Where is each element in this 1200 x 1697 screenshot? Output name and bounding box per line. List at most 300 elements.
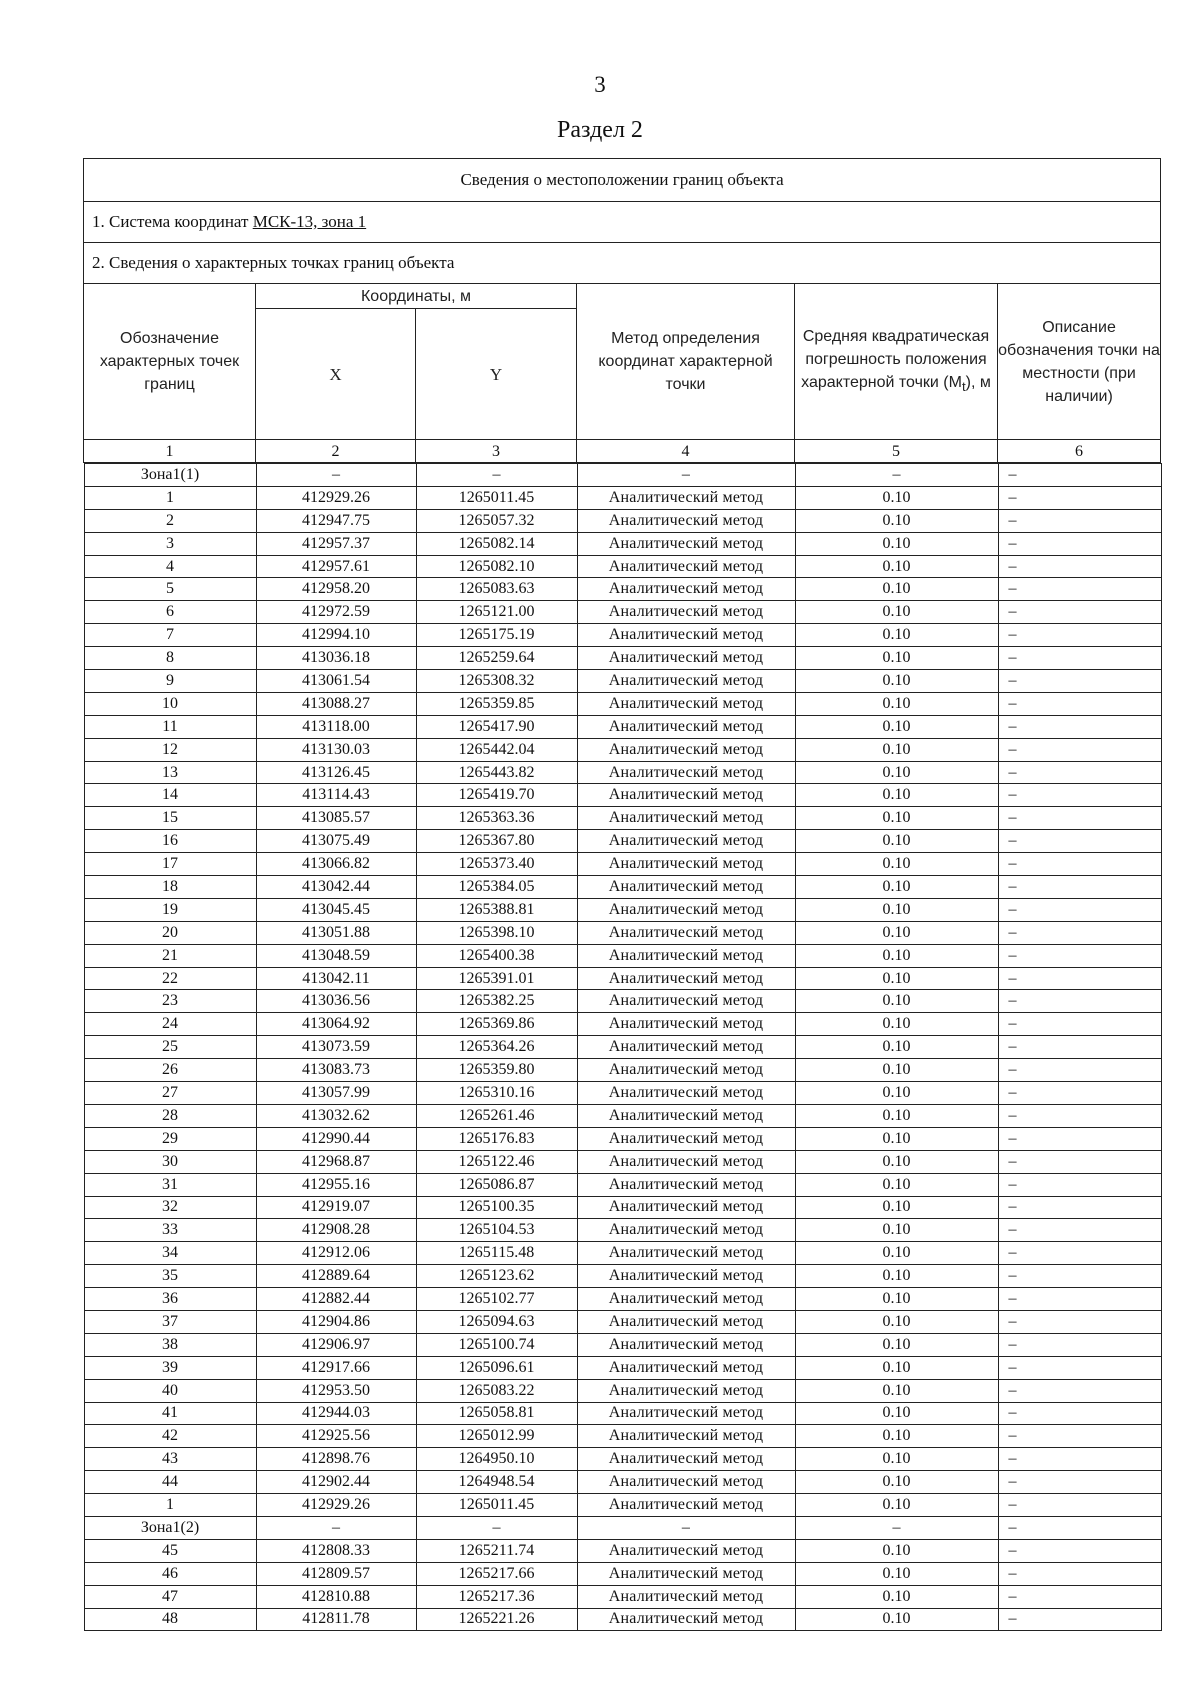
cell-x: 413064.92: [256, 1013, 416, 1036]
cell-desc: –: [998, 1219, 1161, 1242]
cell-error: 0.10: [795, 1402, 998, 1425]
cell-x: 413045.45: [256, 898, 416, 921]
cell-x: 413032.62: [256, 1104, 416, 1127]
cell-error: 0.10: [795, 1127, 998, 1150]
table-row: [84, 555, 1161, 578]
table-row: [84, 1082, 1161, 1105]
cell-method: Аналитический метод: [577, 1059, 795, 1082]
cell-method: Аналитический метод: [577, 898, 795, 921]
cell-x: 413073.59: [256, 1036, 416, 1059]
cell-y: 1265308.32: [416, 670, 577, 693]
cell-y: 1265057.32: [416, 509, 577, 532]
cell-x: 412809.57: [256, 1562, 416, 1585]
table-row: [84, 486, 1161, 509]
cell-error: 0.10: [795, 1425, 998, 1448]
cell-desc: –: [998, 761, 1161, 784]
table-row: [84, 1288, 1161, 1311]
cell-method: Аналитический метод: [577, 1013, 795, 1036]
cell-method: Аналитический метод: [577, 692, 795, 715]
table-row: [84, 670, 1161, 693]
cell-x: 412958.20: [256, 578, 416, 601]
cell-method: –: [577, 1516, 795, 1539]
cell-desc: –: [998, 1196, 1161, 1219]
cell-method: –: [577, 464, 795, 487]
cell-y: 1265417.90: [416, 715, 577, 738]
cell-method: Аналитический метод: [577, 532, 795, 555]
cell-y: 1265094.63: [416, 1310, 577, 1333]
table-row: [84, 738, 1161, 761]
cell-desc: –: [998, 898, 1161, 921]
cell-desc: –: [998, 555, 1161, 578]
cell-y: 1265011.45: [416, 1494, 577, 1517]
cell-x: 413061.54: [256, 670, 416, 693]
table-row: [84, 715, 1161, 738]
cell-point: 13: [84, 761, 256, 784]
cell-error: 0.10: [795, 624, 998, 647]
cell-point: 31: [84, 1173, 256, 1196]
cell-desc: –: [998, 647, 1161, 670]
col-header-description: Описание обозначения точки на местности (при наличии): [998, 284, 1161, 440]
cell-error: 0.10: [795, 486, 998, 509]
cell-point: Зона1(1): [84, 464, 256, 487]
cell-y: 1265367.80: [416, 830, 577, 853]
cell-method: Аналитический метод: [577, 1356, 795, 1379]
cell-method: Аналитический метод: [577, 1219, 795, 1242]
cell-error: 0.10: [795, 1059, 998, 1082]
cell-error: 0.10: [795, 1265, 998, 1288]
table-row: [84, 532, 1161, 555]
cell-error: 0.10: [795, 670, 998, 693]
cell-desc: –: [998, 1425, 1161, 1448]
cell-desc: –: [998, 921, 1161, 944]
cell-desc: –: [998, 1242, 1161, 1265]
cell-desc: –: [998, 1173, 1161, 1196]
cell-x: 413126.45: [256, 761, 416, 784]
cell-point: 12: [84, 738, 256, 761]
table-row: [84, 1196, 1161, 1219]
table-row: [84, 1150, 1161, 1173]
cell-desc: –: [998, 944, 1161, 967]
cell-y: 1265123.62: [416, 1265, 577, 1288]
cell-error: 0.10: [795, 1494, 998, 1517]
cell-desc: –: [998, 1356, 1161, 1379]
cell-y: 1264950.10: [416, 1448, 577, 1471]
cell-x: 412957.61: [256, 555, 416, 578]
cell-x: 413118.00: [256, 715, 416, 738]
table-row: [84, 967, 1161, 990]
cell-error: 0.10: [795, 830, 998, 853]
cell-point: 10: [84, 692, 256, 715]
cell-desc: –: [998, 1288, 1161, 1311]
cell-y: 1265373.40: [416, 853, 577, 876]
cell-point: 27: [84, 1082, 256, 1105]
cell-error: 0.10: [795, 715, 998, 738]
cell-y: 1265100.35: [416, 1196, 577, 1219]
cell-point: 11: [84, 715, 256, 738]
cell-error: 0.10: [795, 647, 998, 670]
table-row: [84, 1127, 1161, 1150]
table-row: [84, 1265, 1161, 1288]
table-row: [84, 1379, 1161, 1402]
cell-desc: –: [998, 1013, 1161, 1036]
cell-point: 2: [84, 509, 256, 532]
cell-x: 412904.86: [256, 1310, 416, 1333]
table-row: [84, 898, 1161, 921]
cell-y: 1265176.83: [416, 1127, 577, 1150]
table-row: [84, 784, 1161, 807]
cell-error: 0.10: [795, 1562, 998, 1585]
cell-desc: –: [998, 1127, 1161, 1150]
cell-point: 1: [84, 1494, 256, 1517]
cell-point: 8: [84, 647, 256, 670]
cell-x: 412990.44: [256, 1127, 416, 1150]
cell-y: –: [416, 1516, 577, 1539]
cell-y: 1265443.82: [416, 761, 577, 784]
cell-desc: –: [998, 738, 1161, 761]
cell-point: 20: [84, 921, 256, 944]
cell-method: Аналитический метод: [577, 1425, 795, 1448]
cell-method: Аналитический метод: [577, 1036, 795, 1059]
cell-error: 0.10: [795, 1173, 998, 1196]
cell-method: Аналитический метод: [577, 1173, 795, 1196]
points-heading: 2. Сведения о характерных точках границ объекта: [84, 243, 1161, 284]
cell-method: Аналитический метод: [577, 944, 795, 967]
cell-method: Аналитический метод: [577, 1196, 795, 1219]
table-row: [84, 1104, 1161, 1127]
cell-desc: –: [998, 807, 1161, 830]
cell-point: Зона1(2): [84, 1516, 256, 1539]
table-row: [84, 1448, 1161, 1471]
cell-x: –: [256, 464, 416, 487]
cell-x: 413114.43: [256, 784, 416, 807]
cell-error: 0.10: [795, 1036, 998, 1059]
cell-point: 7: [84, 624, 256, 647]
cell-point: 25: [84, 1036, 256, 1059]
cell-point: 24: [84, 1013, 256, 1036]
cell-point: 42: [84, 1425, 256, 1448]
table-row: [84, 830, 1161, 853]
table-row: [84, 1471, 1161, 1494]
cell-y: 1265086.87: [416, 1173, 577, 1196]
cell-method: Аналитический метод: [577, 1402, 795, 1425]
error-sub: t: [961, 379, 966, 395]
cell-desc: –: [998, 464, 1161, 487]
cell-point: 45: [84, 1539, 256, 1562]
cell-desc: –: [998, 509, 1161, 532]
cell-y: 1265217.66: [416, 1562, 577, 1585]
cell-error: 0.10: [795, 1356, 998, 1379]
cell-y: 1265384.05: [416, 876, 577, 899]
table-row: [84, 624, 1161, 647]
coord-system-value: МСК-13, зона 1: [252, 212, 367, 231]
cell-x: 413083.73: [256, 1059, 416, 1082]
cell-desc: –: [998, 1402, 1161, 1425]
cell-error: 0.10: [795, 1608, 998, 1631]
cell-desc: –: [998, 830, 1161, 853]
cell-method: Аналитический метод: [577, 555, 795, 578]
cell-error: 0.10: [795, 853, 998, 876]
cell-y: 1265083.22: [416, 1379, 577, 1402]
cell-method: Аналитический метод: [577, 1127, 795, 1150]
cell-x: 412808.33: [256, 1539, 416, 1562]
error-prefix: Средняя квадратическая погрешность положения характерной точки (M: [801, 327, 990, 391]
table-row: [84, 1013, 1161, 1036]
cell-method: Аналитический метод: [577, 1379, 795, 1402]
cell-desc: –: [998, 601, 1161, 624]
table-row: [84, 1219, 1161, 1242]
cell-method: Аналитический метод: [577, 967, 795, 990]
cell-x: 412925.56: [256, 1425, 416, 1448]
table-row: [84, 1585, 1161, 1608]
cell-desc: –: [998, 876, 1161, 899]
col-header-coordinates: Координаты, м: [256, 284, 577, 309]
cell-y: 1264948.54: [416, 1471, 577, 1494]
table-row: [84, 578, 1161, 601]
section-title: Раздел 2: [557, 117, 643, 143]
cell-point: 23: [84, 990, 256, 1013]
table-row: [84, 1539, 1161, 1562]
col-number-6: 6: [998, 440, 1161, 463]
cell-point: 29: [84, 1127, 256, 1150]
table-row: [84, 601, 1161, 624]
cell-method: Аналитический метод: [577, 1242, 795, 1265]
cell-x: 413085.57: [256, 807, 416, 830]
cell-error: 0.10: [795, 807, 998, 830]
table-row: [84, 509, 1161, 532]
col-number-3: 3: [416, 440, 577, 463]
cell-point: 30: [84, 1150, 256, 1173]
cell-error: 0.10: [795, 761, 998, 784]
cell-desc: –: [998, 1539, 1161, 1562]
cell-desc: –: [998, 1150, 1161, 1173]
cell-y: –: [416, 464, 577, 487]
cell-x: 412929.26: [256, 486, 416, 509]
cell-desc: –: [998, 1082, 1161, 1105]
cell-error: 0.10: [795, 601, 998, 624]
cell-method: Аналитический метод: [577, 670, 795, 693]
col-header-error: [795, 284, 998, 440]
table-row: [84, 1425, 1161, 1448]
cell-method: Аналитический метод: [577, 807, 795, 830]
cell-x: 412811.78: [256, 1608, 416, 1631]
cell-desc: –: [998, 486, 1161, 509]
cell-point: 16: [84, 830, 256, 853]
cell-method: Аналитический метод: [577, 1562, 795, 1585]
cell-y: 1265083.63: [416, 578, 577, 601]
cell-x: 413042.44: [256, 876, 416, 899]
cell-desc: –: [998, 784, 1161, 807]
col-number-2: 2: [256, 440, 416, 463]
cell-y: 1265419.70: [416, 784, 577, 807]
cell-x: 412953.50: [256, 1379, 416, 1402]
table-row: [84, 807, 1161, 830]
table-row: [84, 1494, 1161, 1517]
cell-method: Аналитический метод: [577, 1539, 795, 1562]
cell-method: Аналитический метод: [577, 1448, 795, 1471]
cell-method: Аналитический метод: [577, 1265, 795, 1288]
cell-method: Аналитический метод: [577, 647, 795, 670]
cell-error: 0.10: [795, 1310, 998, 1333]
cell-desc: –: [998, 670, 1161, 693]
cell-method: Аналитический метод: [577, 715, 795, 738]
cell-y: 1265082.14: [416, 532, 577, 555]
coord-system-prefix: 1. Система координат: [92, 212, 253, 231]
table-row: [84, 944, 1161, 967]
cell-error: 0.10: [795, 1013, 998, 1036]
cell-x: 413036.56: [256, 990, 416, 1013]
cell-error: 0.10: [795, 990, 998, 1013]
cell-x: 413088.27: [256, 692, 416, 715]
col-header-method: Метод определения координат характерной точки: [577, 284, 795, 440]
cell-desc: –: [998, 715, 1161, 738]
cell-method: Аналитический метод: [577, 1585, 795, 1608]
cell-method: Аналитический метод: [577, 1333, 795, 1356]
cell-method: Аналитический метод: [577, 1150, 795, 1173]
cell-error: –: [795, 464, 998, 487]
cell-desc: –: [998, 1036, 1161, 1059]
cell-error: 0.10: [795, 876, 998, 899]
cell-x: 412912.06: [256, 1242, 416, 1265]
cell-method: Аналитический метод: [577, 1608, 795, 1631]
cell-y: 1265096.61: [416, 1356, 577, 1379]
cell-error: 0.10: [795, 1379, 998, 1402]
cell-error: 0.10: [795, 738, 998, 761]
cell-y: 1265259.64: [416, 647, 577, 670]
boundary-table: [83, 158, 1161, 1631]
table-row: [84, 921, 1161, 944]
table-row: [84, 1310, 1161, 1333]
cell-x: 412906.97: [256, 1333, 416, 1356]
cell-error: –: [795, 1516, 998, 1539]
cell-y: 1265211.74: [416, 1539, 577, 1562]
cell-method: Аналитический метод: [577, 624, 795, 647]
cell-point: 46: [84, 1562, 256, 1585]
cell-y: 1265382.25: [416, 990, 577, 1013]
table-row: [84, 1242, 1161, 1265]
cell-method: Аналитический метод: [577, 1471, 795, 1494]
cell-y: 1265058.81: [416, 1402, 577, 1425]
cell-method: Аналитический метод: [577, 486, 795, 509]
page-number: 3: [594, 72, 606, 97]
cell-method: Аналитический метод: [577, 1104, 795, 1127]
cell-error: 0.10: [795, 1471, 998, 1494]
table-row: [84, 1562, 1161, 1585]
cell-method: Аналитический метод: [577, 761, 795, 784]
cell-desc: –: [998, 990, 1161, 1013]
cell-y: 1265082.10: [416, 555, 577, 578]
cell-error: 0.10: [795, 1539, 998, 1562]
cell-y: 1265122.46: [416, 1150, 577, 1173]
cell-point: 3: [84, 532, 256, 555]
cell-y: 1265011.45: [416, 486, 577, 509]
cell-error: 0.10: [795, 509, 998, 532]
cell-x: 412955.16: [256, 1173, 416, 1196]
cell-point: 43: [84, 1448, 256, 1471]
cell-x: 413066.82: [256, 853, 416, 876]
cell-y: 1265115.48: [416, 1242, 577, 1265]
cell-error: 0.10: [795, 784, 998, 807]
table-row: [84, 1402, 1161, 1425]
cell-error: 0.10: [795, 898, 998, 921]
cell-error: 0.10: [795, 1219, 998, 1242]
cell-y: 1265398.10: [416, 921, 577, 944]
cell-error: 0.10: [795, 1288, 998, 1311]
cell-point: 48: [84, 1608, 256, 1631]
cell-x: 413130.03: [256, 738, 416, 761]
cell-desc: –: [998, 1516, 1161, 1539]
table-row: [84, 876, 1161, 899]
cell-y: 1265012.99: [416, 1425, 577, 1448]
cell-point: 33: [84, 1219, 256, 1242]
cell-desc: –: [998, 1379, 1161, 1402]
cell-desc: –: [998, 967, 1161, 990]
cell-method: Аналитический метод: [577, 1288, 795, 1311]
cell-method: Аналитический метод: [577, 1310, 795, 1333]
cell-x: 412898.76: [256, 1448, 416, 1471]
table-row: [84, 853, 1161, 876]
table-row: [84, 990, 1161, 1013]
cell-error: 0.10: [795, 921, 998, 944]
cell-error: 0.10: [795, 1585, 998, 1608]
cell-y: 1265221.26: [416, 1608, 577, 1631]
cell-point: 34: [84, 1242, 256, 1265]
cell-point: 32: [84, 1196, 256, 1219]
cell-desc: –: [998, 1585, 1161, 1608]
cell-desc: –: [998, 1562, 1161, 1585]
cell-error: 0.10: [795, 692, 998, 715]
cell-error: 0.10: [795, 1082, 998, 1105]
cell-x: 413036.18: [256, 647, 416, 670]
cell-error: 0.10: [795, 1242, 998, 1265]
cell-method: Аналитический метод: [577, 990, 795, 1013]
cell-x: 413042.11: [256, 967, 416, 990]
col-number-4: 4: [577, 440, 795, 463]
cell-y: 1265400.38: [416, 944, 577, 967]
cell-x: –: [256, 1516, 416, 1539]
cell-error: 0.10: [795, 532, 998, 555]
col-header-y: Y: [416, 309, 577, 440]
coord-system-line: [84, 202, 1161, 243]
cell-x: 412908.28: [256, 1219, 416, 1242]
cell-method: Аналитический метод: [577, 738, 795, 761]
cell-x: 412957.37: [256, 532, 416, 555]
cell-desc: –: [998, 1448, 1161, 1471]
cell-method: Аналитический метод: [577, 784, 795, 807]
cell-x: 413057.99: [256, 1082, 416, 1105]
cell-x: 412810.88: [256, 1585, 416, 1608]
cell-x: 412889.64: [256, 1265, 416, 1288]
cell-x: 412947.75: [256, 509, 416, 532]
cell-error: 0.10: [795, 1196, 998, 1219]
cell-error: 0.10: [795, 967, 998, 990]
cell-point: 21: [84, 944, 256, 967]
cell-x: 413075.49: [256, 830, 416, 853]
cell-desc: –: [998, 853, 1161, 876]
cell-desc: –: [998, 624, 1161, 647]
col-header-x: X: [256, 309, 416, 440]
cell-point: 26: [84, 1059, 256, 1082]
cell-point: 44: [84, 1471, 256, 1494]
cell-x: 412968.87: [256, 1150, 416, 1173]
cell-method: Аналитический метод: [577, 1082, 795, 1105]
cell-y: 1265388.81: [416, 898, 577, 921]
cell-method: Аналитический метод: [577, 876, 795, 899]
cell-desc: –: [998, 578, 1161, 601]
cell-y: 1265217.36: [416, 1585, 577, 1608]
cell-method: Аналитический метод: [577, 853, 795, 876]
cell-y: 1265391.01: [416, 967, 577, 990]
cell-y: 1265261.46: [416, 1104, 577, 1127]
